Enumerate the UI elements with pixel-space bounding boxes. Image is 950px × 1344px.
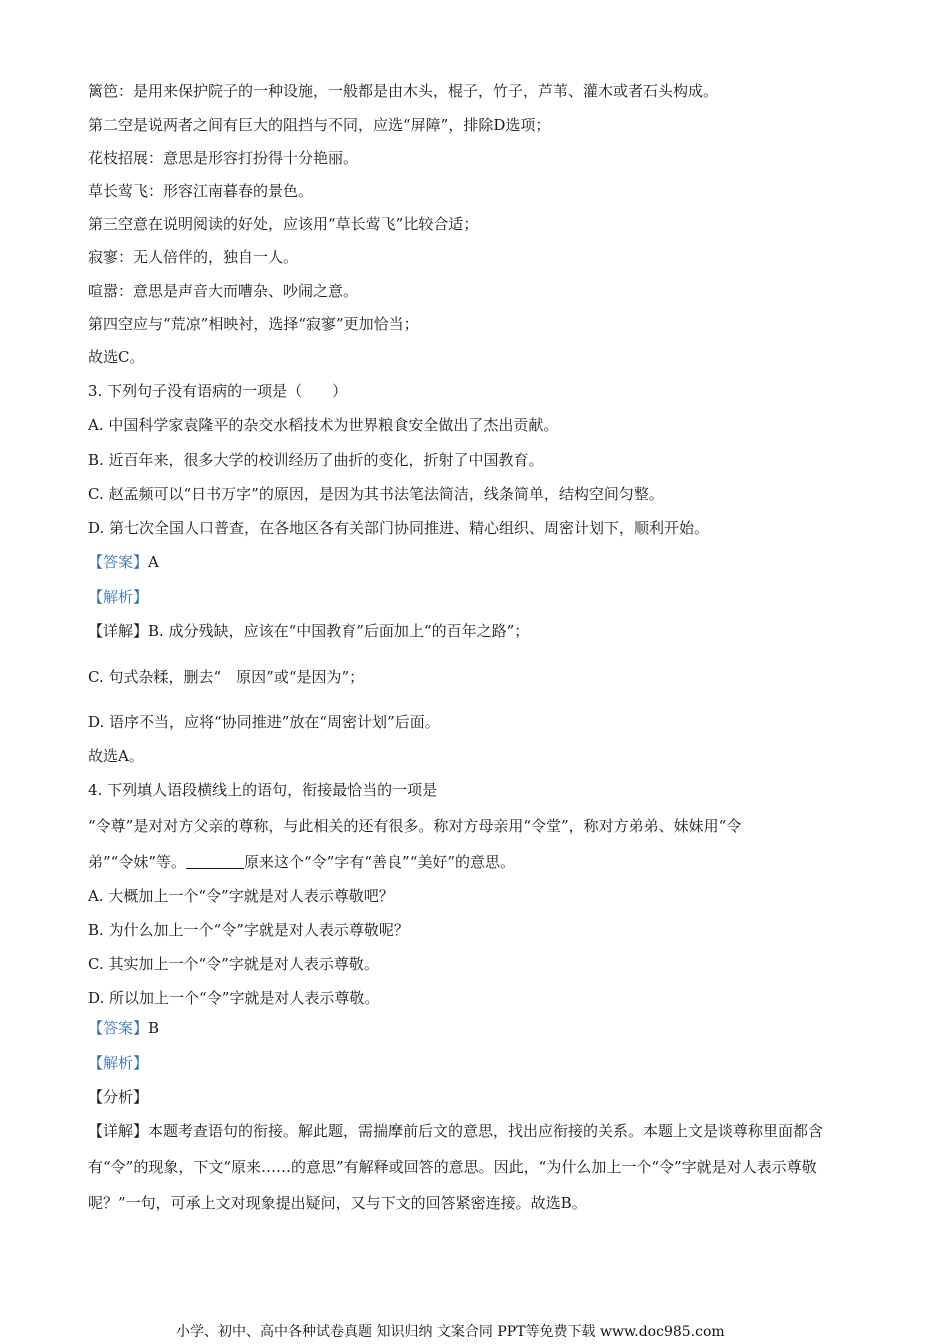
analysis-4	[88, 1052, 862, 1074]
answer-value: A	[148, 553, 159, 571]
question-3-stem: 3. 下列句子没有语病的一项是（ ）	[88, 382, 348, 400]
answer-value: B	[148, 1019, 160, 1037]
paragraph: 故选C。	[88, 348, 145, 366]
paragraph: 第二空是说两者之间有巨大的阻挡与不同，应选“屏障”，排除D选项；	[88, 116, 551, 134]
detail-3	[88, 620, 862, 642]
question-4-option-b: B. 为什么加上一个“令”字就是对人表示尊敬呢？	[88, 921, 409, 939]
paragraph: 草长莺飞：形容江南暮春的景色。	[88, 182, 314, 200]
fill-blank	[186, 852, 244, 869]
paragraph: 花枝招展：意思是形容打扮得十分艳丽。	[88, 149, 359, 167]
paragraph: 篱笆：是用来保护院子的一种设施，一般都是由木头，棍子，竹子，芦苇、灌木或者石头构成。	[88, 82, 719, 100]
answer-4	[88, 1017, 862, 1039]
answer-tag: 【答案】	[88, 553, 149, 571]
question-3-option-b: B. 近百年来，很多大学的校训经历了曲折的变化，折射了中国教育。	[88, 451, 544, 469]
analysis-3	[88, 586, 862, 608]
paragraph: 第三空意在说明阅读的好处，应该用“草长莺飞”比较合适；	[88, 215, 479, 233]
paragraph: 喧嚣：意思是声音大而嘈杂、吵闹之意。	[88, 282, 359, 300]
paragraph: 寂寥：无人倍伴的，独自一人。	[88, 248, 299, 266]
detail-3-conclusion: 故选A。	[88, 747, 144, 765]
question-3-option-a: A. 中国科学家袁隆平的杂交水稻技术为世界粮食安全做出了杰出贡献。	[88, 416, 559, 434]
paragraph: 第四空应与“荒凉”相映衬，选择“寂寥”更加恰当；	[88, 315, 419, 333]
detail-4	[88, 1113, 862, 1221]
detail-3-d: D. 语序不当，应将“协同推进”放在“周密计划”后面。	[88, 713, 440, 731]
question-3-option-c: C. 赵孟频可以“日书万字”的原因，是因为其书法笔法简洁，线条简单，结构空间匀整。	[88, 485, 664, 503]
detail-3-c: C. 句式杂糅，删去“ 原因”或“是因为”；	[88, 668, 365, 686]
analysis-tag: 【解析】	[88, 588, 149, 606]
question-4-option-a: A. 大概加上一个“令”字就是对人表示尊敬吧？	[88, 887, 394, 905]
answer-tag: 【答案】	[88, 1019, 149, 1037]
footer-text: 小学、初中、高中各种试卷真题 知识归纳 文案合同 PPT等免费下载 www.doc985.com	[176, 1324, 725, 1340]
answer-3	[88, 551, 862, 573]
question-4-stem: 4. 下列填人语段横线上的语句，衔接最恰当的一项是	[88, 781, 438, 799]
fenxi-4: 【分析】	[88, 1088, 149, 1106]
question-4-option-c: C. 其实加上一个“令”字就是对人表示尊敬。	[88, 955, 379, 973]
question-3-option-d: D. 第七次全国人口普查，在各地区各有关部门协同推进、精心组织、周密计划下，顺利开始。	[88, 519, 710, 537]
detail-text: 本题考查语句的衔接。解此题，需揣摩前后文的意思，找出应衔接的关系。本题上文是谈尊称里面都含有“令”的现象，下文“原来……的意思”有解释或回答的意思。因此，“为什么加上一个“令”字就是对人表示尊敬呢？”一句，可承上文对现象提出疑问，又与下文的回答紧密连接。故选B。	[88, 1122, 824, 1212]
question-4-option-d: D. 所以加上一个“令”字就是对人表示尊敬。	[88, 989, 380, 1007]
passage-text: 弟”“令妹”等。	[88, 853, 187, 871]
analysis-tag: 【解析】	[88, 1054, 149, 1072]
question-4-passage-line-2	[88, 851, 862, 873]
passage-text: 原来这个“令”字有“善良”“美好”的意思。	[244, 853, 516, 871]
detail-tag: 【详解】	[88, 622, 149, 640]
detail-text: B. 成分残缺，应该在“中国教育”后面加上“的百年之路”；	[148, 622, 530, 640]
question-4-passage-line-1: “令尊”是对对方父亲的尊称，与此相关的还有很多。称对方母亲用“令堂”，称对方弟弟、妹妹用“令	[88, 817, 742, 835]
detail-tag: 【详解】	[88, 1122, 149, 1140]
